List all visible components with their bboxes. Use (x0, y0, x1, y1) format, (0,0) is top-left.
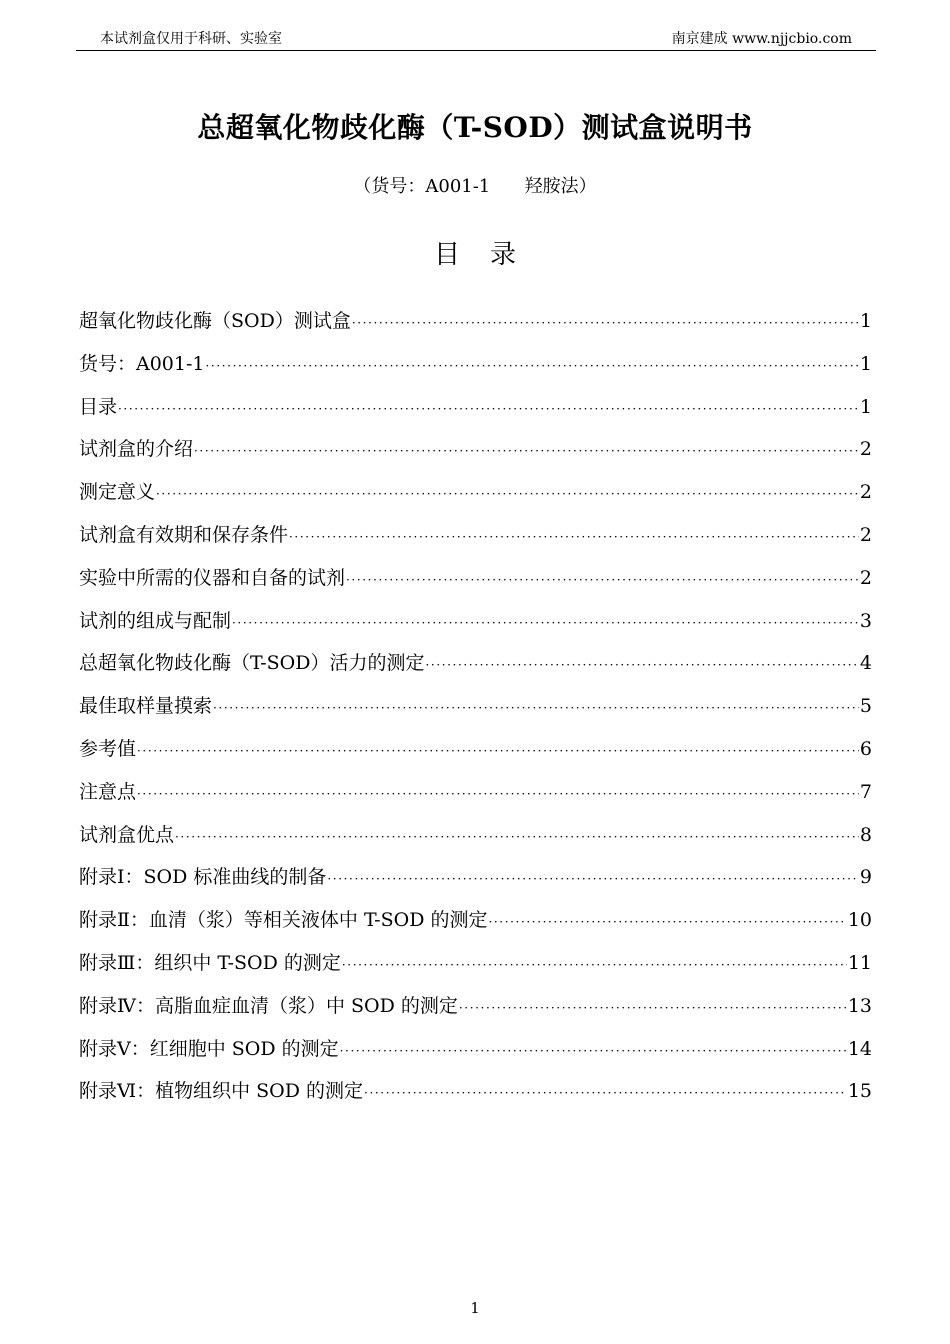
toc-dot-leader (488, 915, 846, 929)
toc-entry-label: 测定意义 (79, 481, 156, 504)
document-title: 总超氧化物歧化酶（T-SOD）测试盒说明书 (197, 111, 753, 144)
toc-entry-page: 1 (859, 310, 872, 332)
toc-entry-label: 超氧化物歧化酶（SOD）测试盒 (79, 310, 351, 332)
toc-entry[interactable] (79, 820, 872, 863)
toc-dot-leader (342, 958, 847, 972)
toc-dot-leader (175, 830, 859, 844)
toc-dot-leader (340, 1044, 847, 1058)
toc-entry-label: 附录Ⅲ：组织中 T-SOD 的测定 (79, 951, 341, 974)
toc-entry-label: 参考值 (79, 737, 137, 760)
toc-entry[interactable] (79, 862, 872, 905)
toc-entry-label: 实验中所需的仪器和自备的试剂 (79, 566, 346, 589)
toc-entry[interactable] (79, 349, 872, 392)
document-subtitle: （货号：A001-1 羟胺法） (353, 176, 597, 197)
table-of-contents (79, 306, 872, 1119)
toc-entry-page: 15 (847, 1080, 872, 1103)
toc-dot-leader (213, 701, 859, 715)
toc-entry[interactable] (79, 392, 872, 435)
toc-dot-leader (137, 787, 859, 801)
toc-dot-leader (425, 658, 858, 672)
toc-entry-label: 总超氧化物歧化酶（T-SOD）活力的测定 (79, 652, 425, 675)
toc-entry[interactable] (79, 948, 872, 991)
toc-entry-label: 试剂盒有效期和保存条件 (79, 523, 289, 546)
toc-dot-leader (232, 616, 859, 630)
toc-dot-leader (364, 1086, 847, 1100)
toc-entry-page: 3 (859, 609, 872, 632)
toc-entry-label: 附录Ⅴ：红细胞中 SOD 的测定 (79, 1037, 339, 1060)
toc-entry-label: 目录 (79, 395, 118, 418)
toc-dot-leader (327, 872, 859, 886)
toc-entry-page: 2 (859, 481, 872, 504)
toc-dot-leader (346, 573, 859, 587)
toc-entry[interactable] (79, 1034, 872, 1077)
toc-entry-label: 货号：A001-1 (79, 352, 205, 375)
toc-dot-leader (194, 444, 859, 458)
toc-entry-label: 试剂盒优点 (79, 823, 175, 846)
toc-entry[interactable] (79, 434, 872, 477)
toc-dot-leader (352, 316, 859, 330)
toc-entry-label: 最佳取样量摸索 (79, 695, 213, 718)
toc-entry-page: 2 (859, 438, 872, 461)
toc-dot-leader (206, 359, 859, 373)
toc-dot-leader (289, 530, 859, 544)
toc-entry[interactable] (79, 777, 872, 820)
toc-entry[interactable] (79, 477, 872, 520)
toc-entry[interactable] (79, 1076, 872, 1119)
page-number: 1 (470, 1299, 480, 1317)
toc-entry-page: 13 (847, 994, 872, 1017)
toc-dot-leader (118, 402, 859, 416)
toc-entry-label: 附录Ⅰ：SOD 标准曲线的制备 (79, 866, 327, 889)
toc-entry-label: 试剂盒的介绍 (79, 438, 194, 461)
toc-entry-page: 10 (847, 909, 872, 932)
header-left-text: 本试剂盒仅用于科研、实验室 (100, 31, 282, 47)
toc-entry-label: 附录Ⅳ：高脂血症血清（浆）中 SOD 的测定 (79, 994, 458, 1017)
toc-entry-page: 4 (859, 652, 872, 675)
toc-entry-label: 试剂的组成与配制 (79, 609, 232, 632)
toc-entry-page: 11 (847, 951, 872, 974)
toc-entry-page: 2 (859, 566, 872, 589)
toc-entry-label: 附录Ⅵ：植物组织中 SOD 的测定 (79, 1080, 364, 1103)
toc-entry[interactable] (79, 306, 872, 349)
toc-entry-page: 6 (859, 737, 872, 760)
toc-entry-label: 附录Ⅱ：血清（浆）等相关液体中 T-SOD 的测定 (79, 909, 488, 932)
toc-entry-page: 9 (859, 866, 872, 889)
toc-heading: 目录 (433, 240, 546, 270)
toc-entry[interactable] (79, 520, 872, 563)
toc-entry[interactable] (79, 563, 872, 606)
toc-entry-page: 1 (859, 352, 872, 375)
page-header (76, 26, 876, 51)
toc-entry[interactable] (79, 691, 872, 734)
toc-entry[interactable] (79, 991, 872, 1034)
toc-dot-leader (459, 1001, 847, 1015)
toc-entry-page: 1 (859, 395, 872, 418)
toc-entry-page: 14 (847, 1037, 872, 1060)
toc-entry[interactable] (79, 905, 872, 948)
toc-entry-page: 7 (859, 780, 872, 803)
toc-entry-page: 8 (859, 823, 872, 846)
header-right-text: 南京建成 www.njjcbio.com (671, 31, 852, 47)
toc-entry[interactable] (79, 648, 872, 691)
toc-dot-leader (156, 487, 859, 501)
toc-entry-label: 注意点 (79, 780, 137, 803)
toc-entry-page: 5 (859, 695, 872, 718)
toc-entry[interactable] (79, 606, 872, 649)
toc-entry[interactable] (79, 734, 872, 777)
toc-entry-page: 2 (859, 523, 872, 546)
toc-dot-leader (137, 744, 859, 758)
